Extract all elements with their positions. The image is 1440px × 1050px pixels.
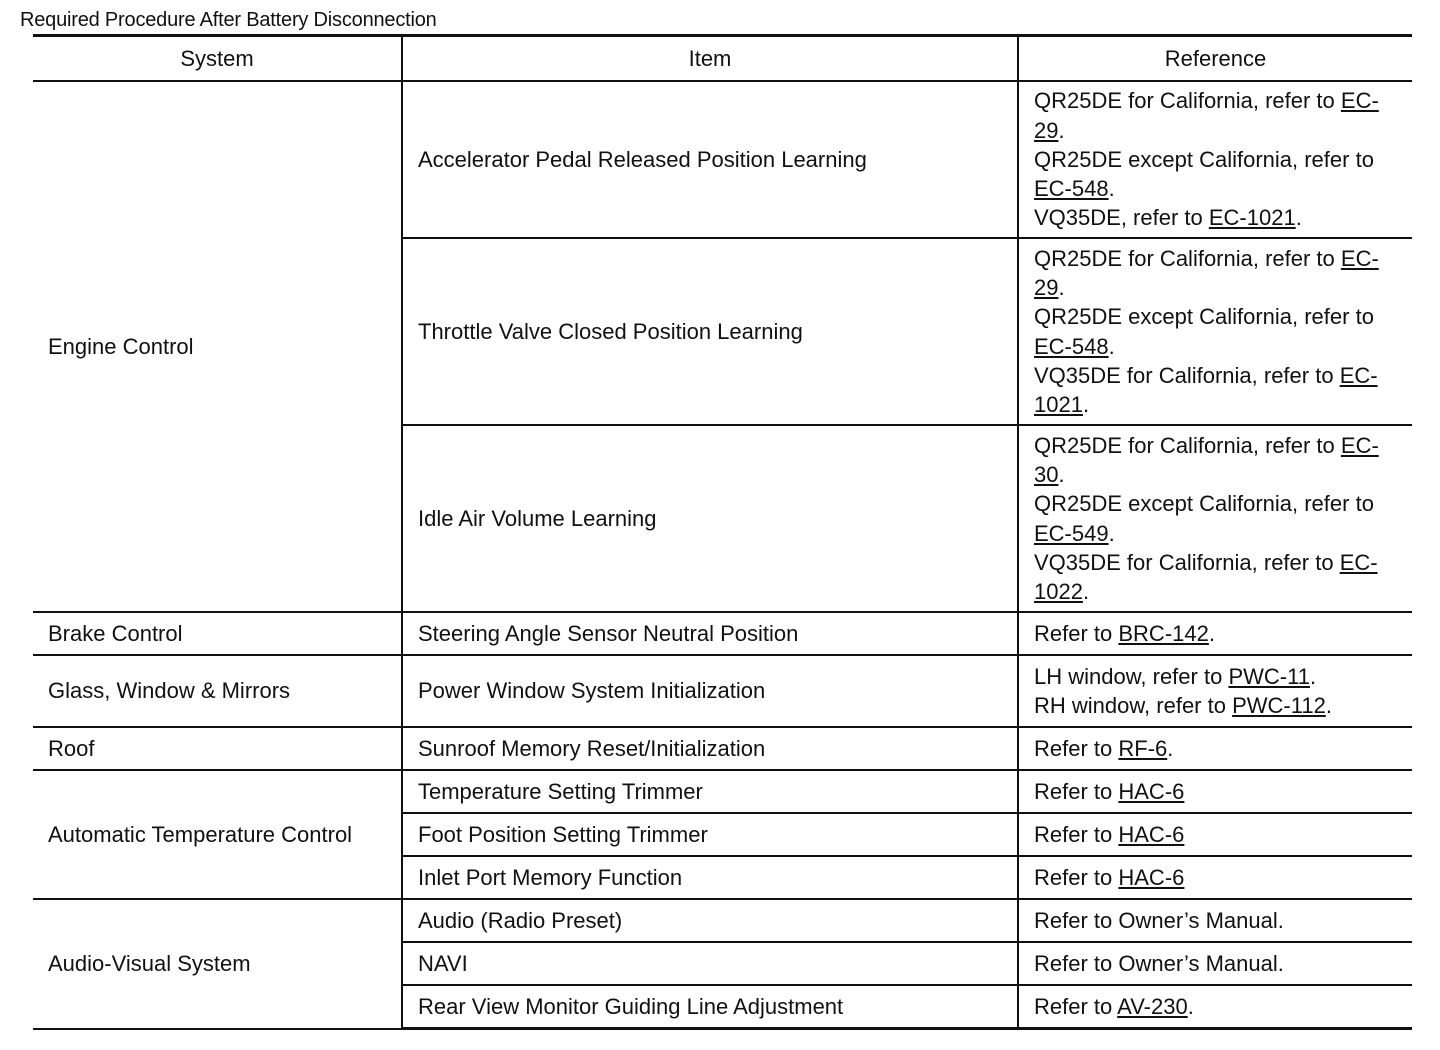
item-cell: Idle Air Volume Learning <box>402 425 1018 612</box>
item-cell: NAVI <box>402 942 1018 985</box>
reference-cell <box>1018 856 1412 899</box>
reference-link[interactable]: EC-1021 <box>1034 362 1378 417</box>
reference-suffix: . <box>1058 462 1065 488</box>
reference-text: Refer to <box>1034 864 1119 890</box>
reference-text: QR25DE except California, refer to <box>1034 491 1374 517</box>
item-cell: Throttle Valve Closed Position Learning <box>402 238 1018 425</box>
reference-link[interactable]: EC-549 <box>1034 520 1109 546</box>
reference-suffix: . <box>1082 391 1090 417</box>
column-header-reference: Reference <box>1018 36 1412 82</box>
item-cell: Power Window System Initialization <box>402 655 1018 727</box>
reference-line <box>1034 302 1402 360</box>
reference-text: VQ35DE for California, refer to <box>1034 362 1340 388</box>
reference-line <box>1034 820 1402 849</box>
item-cell: Audio (Radio Preset) <box>402 899 1018 942</box>
header-row <box>33 36 1412 82</box>
reference-cell <box>1018 942 1412 985</box>
column-header-system: System <box>33 36 402 82</box>
reference-link[interactable]: PWC-11 <box>1228 663 1310 689</box>
reference-suffix: . <box>1325 693 1332 718</box>
item-cell: Rear View Monitor Guiding Line Adjustment <box>402 985 1018 1029</box>
reference-suffix: . <box>1058 117 1065 143</box>
reference-link[interactable]: BRC-142 <box>1118 620 1209 646</box>
reference-suffix: . <box>1295 205 1302 231</box>
page-title: Required Procedure After Battery Disconnection <box>20 9 437 31</box>
reference-text: Refer to <box>1034 735 1119 761</box>
reference-suffix: . <box>1208 620 1215 646</box>
reference-text: Refer to <box>1034 778 1119 804</box>
reference-suffix: . <box>1167 735 1174 761</box>
reference-line <box>1034 691 1402 720</box>
reference-link[interactable]: EC-30 <box>1034 432 1379 488</box>
reference-suffix: . <box>1082 578 1090 604</box>
reference-text: Refer to <box>1034 821 1119 847</box>
reference-line <box>1034 734 1402 763</box>
reference-line <box>1034 244 1402 302</box>
reference-link[interactable]: EC-29 <box>1034 88 1379 143</box>
reference-line <box>1034 145 1402 203</box>
table-row <box>33 770 1412 813</box>
reference-suffix: . <box>1058 275 1065 301</box>
table-row <box>33 612 1412 655</box>
reference-text: QR25DE for California, refer to <box>1034 245 1341 271</box>
reference-line <box>1034 548 1402 606</box>
reference-link[interactable]: HAC-6 <box>1118 821 1185 847</box>
reference-link[interactable]: EC-548 <box>1034 176 1109 202</box>
reference-line <box>1034 992 1402 1021</box>
reference-link[interactable]: RF-6 <box>1118 735 1168 761</box>
reference-line <box>1034 906 1402 935</box>
reference-line <box>1034 777 1402 806</box>
column-header-item: Item <box>402 36 1018 82</box>
reference-link[interactable]: HAC-6 <box>1118 864 1185 890</box>
system-cell: Roof <box>33 727 402 770</box>
reference-text: Refer to Owner’s Manual. <box>1034 950 1284 976</box>
reference-cell <box>1018 813 1412 856</box>
reference-cell <box>1018 655 1412 727</box>
reference-link[interactable]: AV-230 <box>1117 993 1188 1019</box>
reference-text: QR25DE except California, refer to <box>1034 304 1374 330</box>
reference-cell <box>1018 727 1412 770</box>
reference-text: Refer to <box>1034 620 1119 646</box>
reference-cell <box>1018 899 1412 942</box>
reference-cell <box>1018 985 1412 1029</box>
item-cell: Accelerator Pedal Released Position Learning <box>402 81 1018 238</box>
reference-link[interactable]: EC-1022 <box>1034 549 1378 604</box>
reference-text: Refer to <box>1034 993 1118 1019</box>
reference-line <box>1034 203 1402 232</box>
reference-text: RH window, refer to <box>1034 693 1233 718</box>
reference-text: QR25DE for California, refer to <box>1034 432 1341 458</box>
reference-line <box>1034 361 1402 419</box>
reference-cell <box>1018 770 1412 813</box>
reference-link[interactable]: PWC-112 <box>1232 693 1326 718</box>
reference-text: QR25DE except California, refer to <box>1034 146 1374 172</box>
reference-cell <box>1018 238 1412 425</box>
reference-text: QR25DE for California, refer to <box>1034 88 1341 114</box>
item-cell: Temperature Setting Trimmer <box>402 770 1018 813</box>
system-cell: Brake Control <box>33 612 402 655</box>
reference-link[interactable]: HAC-6 <box>1118 778 1185 804</box>
procedure-table <box>33 34 1412 1030</box>
reference-link[interactable]: EC-548 <box>1034 333 1109 359</box>
reference-link[interactable]: EC-1021 <box>1208 205 1296 231</box>
item-cell: Foot Position Setting Trimmer <box>402 813 1018 856</box>
reference-line <box>1034 431 1402 489</box>
system-cell: Engine Control <box>33 81 402 612</box>
reference-suffix: . <box>1309 663 1317 689</box>
reference-line <box>1034 86 1402 144</box>
system-cell: Glass, Window & Mirrors <box>33 655 402 727</box>
reference-line <box>1034 662 1402 691</box>
table-row <box>33 899 1412 942</box>
reference-line <box>1034 863 1402 892</box>
reference-cell <box>1018 81 1412 238</box>
reference-text: Refer to Owner’s Manual. <box>1034 907 1284 933</box>
reference-text: LH window, refer to <box>1034 663 1229 689</box>
reference-suffix: . <box>1187 993 1194 1019</box>
reference-suffix: . <box>1108 520 1115 546</box>
reference-text: VQ35DE for California, refer to <box>1034 549 1340 575</box>
table-row <box>33 81 1412 238</box>
reference-suffix: . <box>1108 333 1115 359</box>
reference-line <box>1034 489 1402 547</box>
reference-text: VQ35DE, refer to <box>1034 205 1209 231</box>
reference-cell <box>1018 612 1412 655</box>
system-cell: Audio-Visual System <box>33 899 402 1029</box>
reference-line <box>1034 949 1402 978</box>
item-cell: Sunroof Memory Reset/Initialization <box>402 727 1018 770</box>
reference-link[interactable]: EC-29 <box>1034 245 1379 301</box>
item-cell: Inlet Port Memory Function <box>402 856 1018 899</box>
system-cell: Automatic Temperature Control <box>33 770 402 899</box>
reference-line <box>1034 619 1402 648</box>
reference-cell <box>1018 425 1412 612</box>
reference-suffix: . <box>1108 176 1115 202</box>
table-row <box>33 727 1412 770</box>
item-cell: Steering Angle Sensor Neutral Position <box>402 612 1018 655</box>
table-row <box>33 655 1412 727</box>
